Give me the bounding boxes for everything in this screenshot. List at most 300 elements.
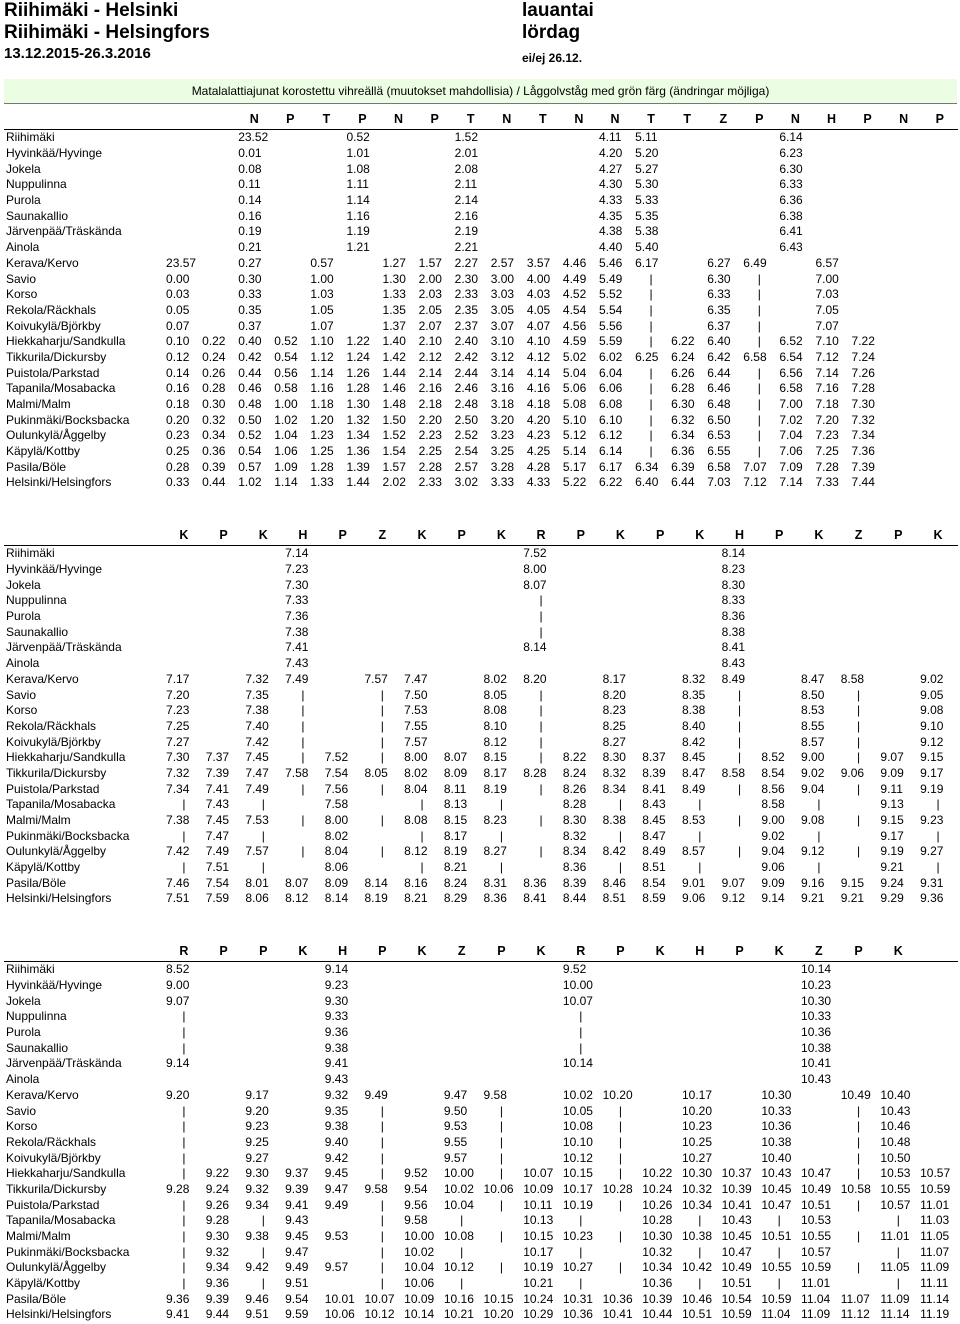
departure-time: 9.06 xyxy=(761,860,785,875)
departure-time: | xyxy=(539,609,543,624)
departure-time: 8.34 xyxy=(562,844,587,859)
header-blank xyxy=(4,110,164,130)
station-name: Korso xyxy=(6,287,38,302)
departure-time xyxy=(489,208,525,224)
departure-time: 6.22 xyxy=(671,334,695,349)
departure-time xyxy=(878,1040,918,1056)
departure-time: 11.05 xyxy=(920,1229,950,1244)
departure-time xyxy=(204,993,244,1009)
station-name: Malmi/Malm xyxy=(6,397,71,412)
departure-time xyxy=(720,1056,760,1072)
departure-time: 10.51 xyxy=(721,1276,752,1291)
departure-time: 6.22 xyxy=(598,475,623,490)
departure-time xyxy=(417,193,453,209)
departure-time: 11.19 xyxy=(920,1307,950,1322)
station-name: Saunakallio xyxy=(6,1040,69,1055)
departure-time xyxy=(561,130,597,146)
departure-time: 9.21 xyxy=(880,860,904,875)
departure-time xyxy=(813,193,849,209)
departure-time xyxy=(381,240,417,256)
departure-time xyxy=(839,1213,879,1229)
station-row xyxy=(4,1197,958,1213)
departure-time: 7.04 xyxy=(779,428,803,443)
departure-time xyxy=(640,609,680,625)
departure-time: 8.33 xyxy=(721,593,746,608)
departure-time xyxy=(669,287,705,303)
train-type-header xyxy=(4,526,958,546)
departure-time: 2.14 xyxy=(454,193,479,208)
train-letter: P xyxy=(561,526,601,546)
departure-time xyxy=(561,734,601,750)
departure-time: 8.23 xyxy=(483,813,507,828)
departure-time xyxy=(362,1025,402,1041)
departure-time: 1.01 xyxy=(346,146,370,161)
departure-time xyxy=(561,593,601,609)
station-row xyxy=(4,624,958,640)
departure-time xyxy=(402,640,442,656)
departure-time xyxy=(918,1119,958,1135)
departure-time: 8.17 xyxy=(443,828,468,843)
departure-time xyxy=(759,562,799,578)
departure-time xyxy=(442,577,482,593)
departure-time xyxy=(164,562,204,578)
departure-time xyxy=(381,130,417,146)
departure-time: 6.12 xyxy=(598,428,623,443)
departure-time: 7.06 xyxy=(779,444,803,459)
departure-time xyxy=(482,609,522,625)
departure-time xyxy=(850,287,886,303)
station-name: Riihimäki xyxy=(6,962,55,977)
departure-time xyxy=(922,193,958,209)
departure-time xyxy=(640,703,680,719)
departure-time xyxy=(521,656,561,672)
departure-time xyxy=(283,978,323,994)
departure-time: 10.26 xyxy=(642,1197,673,1212)
departure-time xyxy=(561,672,601,688)
departure-time: 9.00 xyxy=(761,813,785,828)
departure-time: 10.25 xyxy=(681,1134,712,1149)
departure-time xyxy=(362,562,402,578)
departure-time: 8.00 xyxy=(404,750,428,765)
departure-time: 6.25 xyxy=(635,349,659,364)
departure-time: 5.11 xyxy=(635,130,658,145)
departure-time xyxy=(204,656,244,672)
departure-time xyxy=(799,562,839,578)
departure-time: 6.04 xyxy=(598,365,623,380)
departure-time: 2.48 xyxy=(454,397,479,412)
departure-time xyxy=(669,130,705,146)
train-letter: H xyxy=(720,526,760,546)
departure-time: 2.03 xyxy=(418,287,442,302)
departure-time: 0.23 xyxy=(166,428,190,443)
departure-time: 6.08 xyxy=(598,397,623,412)
departure-time: | xyxy=(301,703,305,718)
departure-time xyxy=(200,193,236,209)
station-name: Tapanila/Mosabacka xyxy=(6,1213,116,1228)
departure-time xyxy=(886,412,922,428)
departure-time: | xyxy=(817,797,821,812)
departure-time: 2.14 xyxy=(418,365,442,380)
departure-time xyxy=(878,703,918,719)
departure-time: 6.52 xyxy=(779,334,803,349)
departure-time xyxy=(878,562,918,578)
departure-time: 10.17 xyxy=(562,1181,593,1196)
departure-time: | xyxy=(182,1244,186,1259)
departure-time: 7.16 xyxy=(815,381,839,396)
departure-time: | xyxy=(380,750,384,765)
departure-time: 8.11 xyxy=(443,781,467,796)
departure-time: 9.33 xyxy=(324,1009,349,1024)
departure-time: 3.00 xyxy=(490,271,515,286)
departure-time: 9.05 xyxy=(920,687,944,702)
departure-time: 8.47 xyxy=(642,828,666,843)
station-name: Riihimäki xyxy=(6,546,55,561)
departure-time xyxy=(521,1056,561,1072)
departure-time xyxy=(922,224,958,240)
departure-time: 11.07 xyxy=(840,1291,870,1306)
departure-time: 7.24 xyxy=(851,349,875,364)
departure-time xyxy=(402,577,442,593)
departure-time: 10.39 xyxy=(642,1291,673,1306)
departure-time xyxy=(200,161,236,177)
train-letter: H xyxy=(283,526,323,546)
departure-time xyxy=(204,687,244,703)
departure-time: | xyxy=(380,813,384,828)
departure-time xyxy=(886,428,922,444)
departure-time: 9.07 xyxy=(721,875,746,890)
departure-time xyxy=(200,271,236,287)
departure-time: 9.32 xyxy=(245,1181,269,1196)
departure-time: 9.55 xyxy=(443,1134,468,1149)
departure-time: 7.28 xyxy=(851,381,875,396)
departure-time: 8.02 xyxy=(324,828,349,843)
departure-time: | xyxy=(182,1229,186,1244)
departure-time: 11.05 xyxy=(880,1260,910,1275)
departure-time: 1.28 xyxy=(346,381,370,396)
departure-time: | xyxy=(579,1213,583,1228)
departure-time: 7.41 xyxy=(285,640,309,655)
departure-time: | xyxy=(380,687,384,702)
departure-time xyxy=(442,640,482,656)
departure-time xyxy=(886,365,922,381)
departure-time xyxy=(243,577,283,593)
departure-time: 10.09 xyxy=(523,1181,554,1196)
departure-time: 9.27 xyxy=(920,844,944,859)
departure-time xyxy=(283,1056,323,1072)
departure-time: 0.18 xyxy=(166,397,190,412)
departure-time: 6.17 xyxy=(598,459,623,474)
departure-time: | xyxy=(182,1134,186,1149)
departure-time: 10.15 xyxy=(483,1291,514,1306)
departure-time: 8.27 xyxy=(483,844,507,859)
departure-time: 8.14 xyxy=(364,875,388,890)
departure-time: 0.33 xyxy=(166,475,190,490)
departure-time xyxy=(720,993,760,1009)
departure-time xyxy=(601,1213,641,1229)
departure-time xyxy=(878,672,918,688)
station-row xyxy=(4,1244,958,1260)
train-letter: H xyxy=(680,942,720,962)
departure-time: | xyxy=(182,1025,186,1040)
departure-time xyxy=(200,240,236,256)
train-letter: K xyxy=(680,526,720,546)
departure-time xyxy=(813,208,849,224)
departure-time xyxy=(886,444,922,460)
departure-time: 2.01 xyxy=(454,146,479,161)
departure-time: | xyxy=(857,687,861,702)
departure-time: 2.37 xyxy=(454,318,479,333)
departure-time: | xyxy=(757,271,761,286)
departure-time: 7.09 xyxy=(779,459,803,474)
departure-time: 0.19 xyxy=(238,224,262,239)
station-name: Tikkurila/Dickursby xyxy=(6,765,107,780)
departure-time: | xyxy=(817,828,821,843)
departure-time xyxy=(601,978,641,994)
station-row xyxy=(4,766,958,782)
departure-time xyxy=(922,412,958,428)
departure-time: 8.12 xyxy=(483,734,507,749)
departure-time: 4.03 xyxy=(526,287,551,302)
departure-time: 10.43 xyxy=(880,1103,911,1118)
departure-time: | xyxy=(857,1119,861,1134)
departure-time: 1.32 xyxy=(346,412,370,427)
station-row xyxy=(4,256,958,272)
station-row xyxy=(4,1150,958,1166)
departure-time: 5.56 xyxy=(598,318,623,333)
departure-time: 8.37 xyxy=(642,750,666,765)
departure-time xyxy=(680,1072,720,1088)
departure-time: 9.49 xyxy=(324,1197,349,1212)
departure-time: 9.28 xyxy=(166,1181,190,1196)
departure-time xyxy=(521,1072,561,1088)
departure-time xyxy=(381,146,417,162)
departure-time: 1.26 xyxy=(346,365,370,380)
departure-time xyxy=(759,962,799,978)
departure-time xyxy=(878,719,918,735)
departure-time xyxy=(759,624,799,640)
departure-time: 1.52 xyxy=(454,130,479,145)
station-name: Käpylä/Kottby xyxy=(6,1276,81,1291)
departure-time xyxy=(204,703,244,719)
departure-time xyxy=(521,1040,561,1056)
train-letter: P xyxy=(482,942,522,962)
departure-time: | xyxy=(757,381,761,396)
departure-time: 2.08 xyxy=(454,161,479,176)
departure-time xyxy=(759,672,799,688)
station-name: Tikkurila/Dickursby xyxy=(6,349,107,364)
departure-time: 9.51 xyxy=(245,1307,269,1322)
departure-time: 10.47 xyxy=(801,1166,832,1181)
departure-time: 8.38 xyxy=(721,624,746,639)
departure-time xyxy=(886,271,922,287)
departure-time: 11.14 xyxy=(880,1307,910,1322)
train-letter: R xyxy=(164,942,204,962)
train-letter: T xyxy=(453,110,489,130)
departure-time xyxy=(402,562,442,578)
station-row xyxy=(4,287,958,303)
departure-time xyxy=(886,146,922,162)
departure-time: | xyxy=(857,734,861,749)
departure-time xyxy=(640,640,680,656)
departure-time: 8.47 xyxy=(681,765,706,780)
departure-time xyxy=(720,1009,760,1025)
departure-time: 10.47 xyxy=(721,1244,752,1259)
departure-time: | xyxy=(182,1119,186,1134)
departure-time: 10.16 xyxy=(443,1291,474,1306)
departure-time: 11.01 xyxy=(801,1276,831,1291)
departure-time: | xyxy=(936,797,940,812)
departure-time: 5.30 xyxy=(635,177,659,192)
departure-time: 8.39 xyxy=(642,765,666,780)
departure-time xyxy=(489,161,525,177)
departure-time: | xyxy=(261,1276,265,1291)
departure-time: | xyxy=(261,1213,265,1228)
station-row xyxy=(4,271,958,287)
departure-time: | xyxy=(420,797,424,812)
departure-time: 5.20 xyxy=(635,146,659,161)
departure-time xyxy=(482,993,522,1009)
departure-time: 9.52 xyxy=(562,962,587,977)
departure-time xyxy=(918,624,958,640)
departure-time: 1.44 xyxy=(346,475,370,490)
departure-time: 8.43 xyxy=(642,797,666,812)
departure-time xyxy=(759,1072,799,1088)
departure-time: 0.08 xyxy=(238,161,262,176)
departure-time: 1.35 xyxy=(382,302,406,317)
departure-time: 1.08 xyxy=(346,161,370,176)
departure-time: 7.32 xyxy=(166,765,190,780)
departure-time: 1.36 xyxy=(346,444,370,459)
departure-time: 9.46 xyxy=(245,1291,269,1306)
departure-time: 10.32 xyxy=(642,1244,673,1259)
departure-time: 9.08 xyxy=(920,703,944,718)
departure-time: 8.12 xyxy=(285,891,309,906)
departure-time: 0.42 xyxy=(238,349,262,364)
departure-time: 10.09 xyxy=(404,1291,435,1306)
departure-time: 10.19 xyxy=(523,1260,554,1275)
departure-time: 2.33 xyxy=(418,475,442,490)
departure-time xyxy=(601,624,641,640)
departure-time xyxy=(204,1119,244,1135)
station-name: Nuppulinna xyxy=(6,1009,67,1024)
station-name: Savio xyxy=(6,271,37,286)
departure-time: | xyxy=(182,1197,186,1212)
departure-time: 9.45 xyxy=(324,1166,349,1181)
departure-time xyxy=(705,224,741,240)
departure-time: 10.47 xyxy=(761,1197,792,1212)
departure-time xyxy=(204,640,244,656)
departure-time xyxy=(323,1276,363,1292)
station-row xyxy=(4,1103,958,1119)
station-name: Nuppulinna xyxy=(6,593,67,608)
departure-time xyxy=(799,609,839,625)
departure-time xyxy=(308,161,344,177)
train-letter: N xyxy=(561,110,597,130)
departure-time xyxy=(283,1025,323,1041)
departure-time: 7.28 xyxy=(815,459,839,474)
train-letter: K xyxy=(878,942,918,962)
departure-time: 9.26 xyxy=(205,1197,230,1212)
station-name: Korso xyxy=(6,703,38,718)
departure-time xyxy=(878,1056,918,1072)
departure-time: | xyxy=(380,703,384,718)
departure-time: 9.12 xyxy=(801,844,825,859)
station-row xyxy=(4,672,958,688)
departure-time xyxy=(164,130,200,146)
departure-time: 5.06 xyxy=(562,381,587,396)
departure-time: 10.49 xyxy=(840,1087,871,1102)
departure-time: 0.35 xyxy=(238,302,262,317)
departure-time: 10.33 xyxy=(761,1103,792,1118)
departure-time xyxy=(243,609,283,625)
departure-time: 8.52 xyxy=(166,962,190,977)
departure-time xyxy=(283,1088,323,1104)
departure-time: 10.14 xyxy=(404,1307,435,1322)
station-name: Nuppulinna xyxy=(6,177,67,192)
departure-time: 1.25 xyxy=(310,444,334,459)
departure-time: 2.33 xyxy=(454,287,479,302)
departure-time xyxy=(839,1025,879,1041)
departure-time: 7.34 xyxy=(166,781,190,796)
departure-time xyxy=(640,593,680,609)
departure-time xyxy=(525,130,561,146)
departure-time: 7.52 xyxy=(324,750,349,765)
departure-time xyxy=(243,656,283,672)
departure-time: 2.28 xyxy=(418,459,442,474)
departure-time xyxy=(164,208,200,224)
departure-time xyxy=(482,1009,522,1025)
departure-time: 2.23 xyxy=(418,428,442,443)
departure-time xyxy=(720,978,760,994)
departure-time: | xyxy=(757,412,761,427)
departure-time xyxy=(381,208,417,224)
departure-time: 1.27 xyxy=(382,255,406,270)
departure-time: 5.02 xyxy=(562,349,587,364)
departure-time xyxy=(799,624,839,640)
departure-time xyxy=(922,428,958,444)
departure-time xyxy=(362,1056,402,1072)
departure-time: 9.19 xyxy=(880,844,904,859)
station-name: Pukinmäki/Bocksbacka xyxy=(6,412,130,427)
train-letter: T xyxy=(308,110,344,130)
departure-time: 4.46 xyxy=(562,255,587,270)
departure-time: | xyxy=(499,1103,503,1118)
departure-time xyxy=(308,208,344,224)
departure-time: 7.38 xyxy=(166,813,190,828)
departure-time: 6.41 xyxy=(779,224,803,239)
departure-time: | xyxy=(757,428,761,443)
train-letter: R xyxy=(521,526,561,546)
departure-time xyxy=(308,146,344,162)
departure-time: 8.57 xyxy=(801,734,825,749)
departure-time: | xyxy=(460,1213,464,1228)
departure-time xyxy=(362,656,402,672)
departure-time xyxy=(402,1025,442,1041)
departure-time xyxy=(640,993,680,1009)
departure-time: 6.49 xyxy=(743,255,767,270)
departure-time xyxy=(283,1072,323,1088)
departure-time: 10.02 xyxy=(443,1181,474,1196)
departure-time: 2.52 xyxy=(454,428,479,443)
departure-time xyxy=(323,609,363,625)
departure-time: 10.08 xyxy=(443,1229,474,1244)
low-floor-notice: Matalalattiajunat korostettu vihreällä (muutokset mahdollisia) / Låggolvståg med grön färg (ändringar möjliga) xyxy=(4,79,957,104)
departure-time: 2.07 xyxy=(418,318,442,333)
departure-time xyxy=(272,224,308,240)
departure-time: 10.24 xyxy=(642,1181,673,1196)
departure-time xyxy=(680,656,720,672)
departure-time xyxy=(886,224,922,240)
